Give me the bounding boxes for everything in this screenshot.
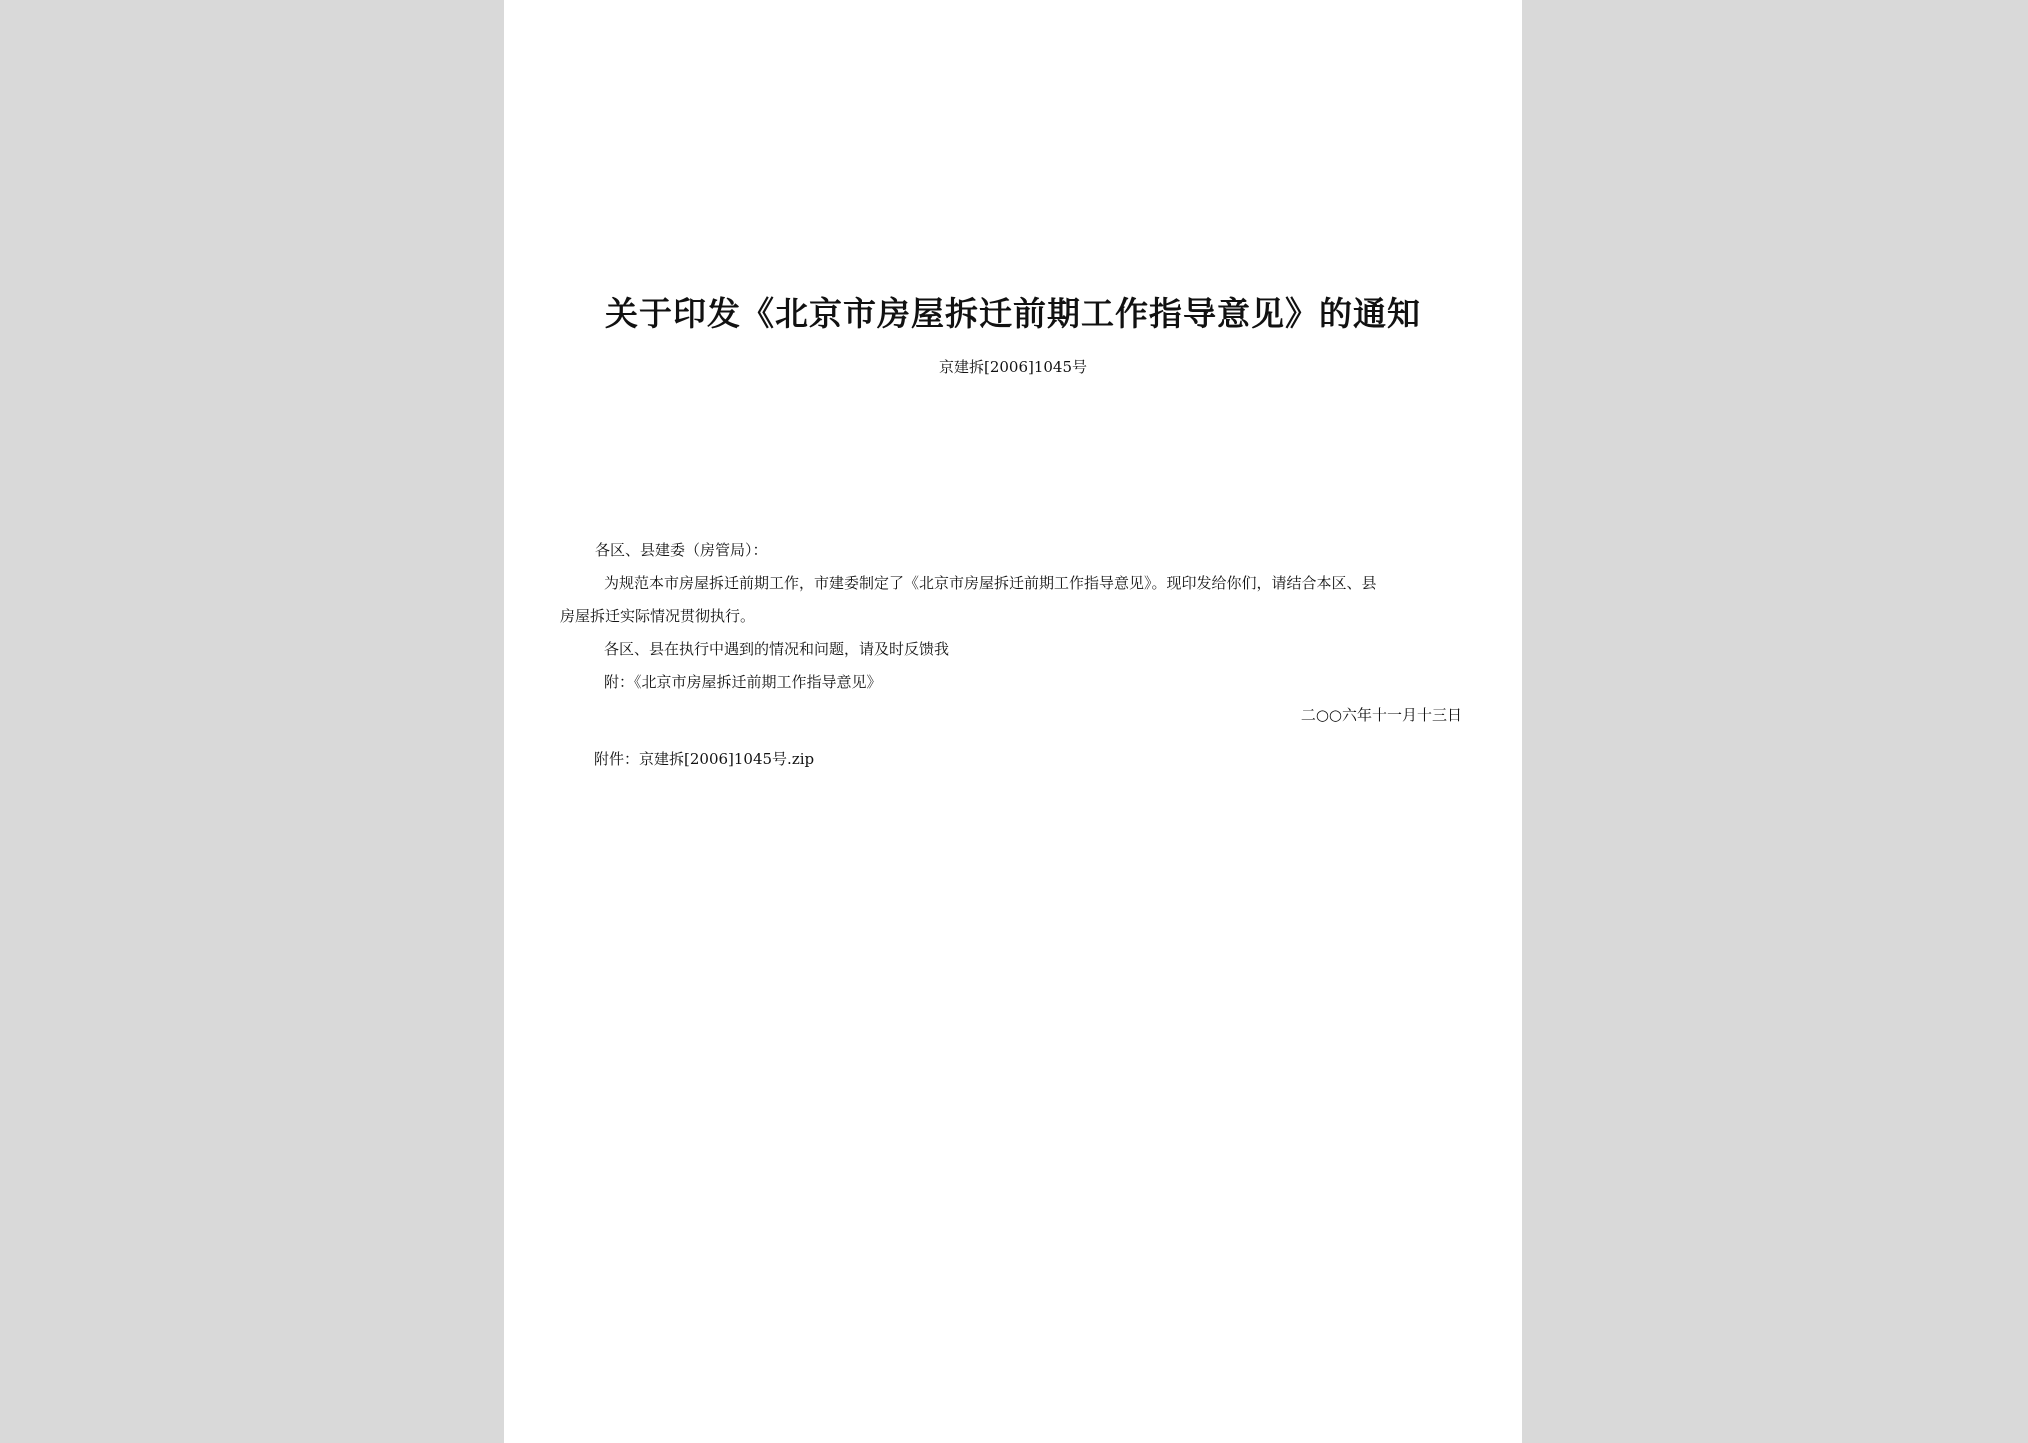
paragraph-1-line-1: 为规范本市房屋拆迁前期工作，市建委制定了《北京市房屋拆迁前期工作指导意见》。现印发给你们，请结合本区、县 (604, 574, 1377, 592)
paragraph-1-line-2: 房屋拆迁实际情况贯彻执行。 (560, 607, 756, 625)
attachment-link[interactable]: 附件：京建拆[2006]1045号.zip (594, 750, 815, 768)
document-number: 京建拆[2006]1045号 (938, 358, 1088, 376)
document-title: 关于印发《北京市房屋拆迁前期工作指导意见》的通知 (605, 294, 1421, 333)
paragraph-2: 各区、县在执行中遇到的情况和问题，请及时反馈我 (604, 640, 950, 658)
document-page (504, 0, 1522, 1443)
issue-date: 二○○六年十一月十三日 (1300, 706, 1462, 724)
salutation: 各区、县建委（房管局）： (595, 541, 768, 559)
appendix-note: 附：《北京市房屋拆迁前期工作指导意见》 (604, 673, 882, 691)
